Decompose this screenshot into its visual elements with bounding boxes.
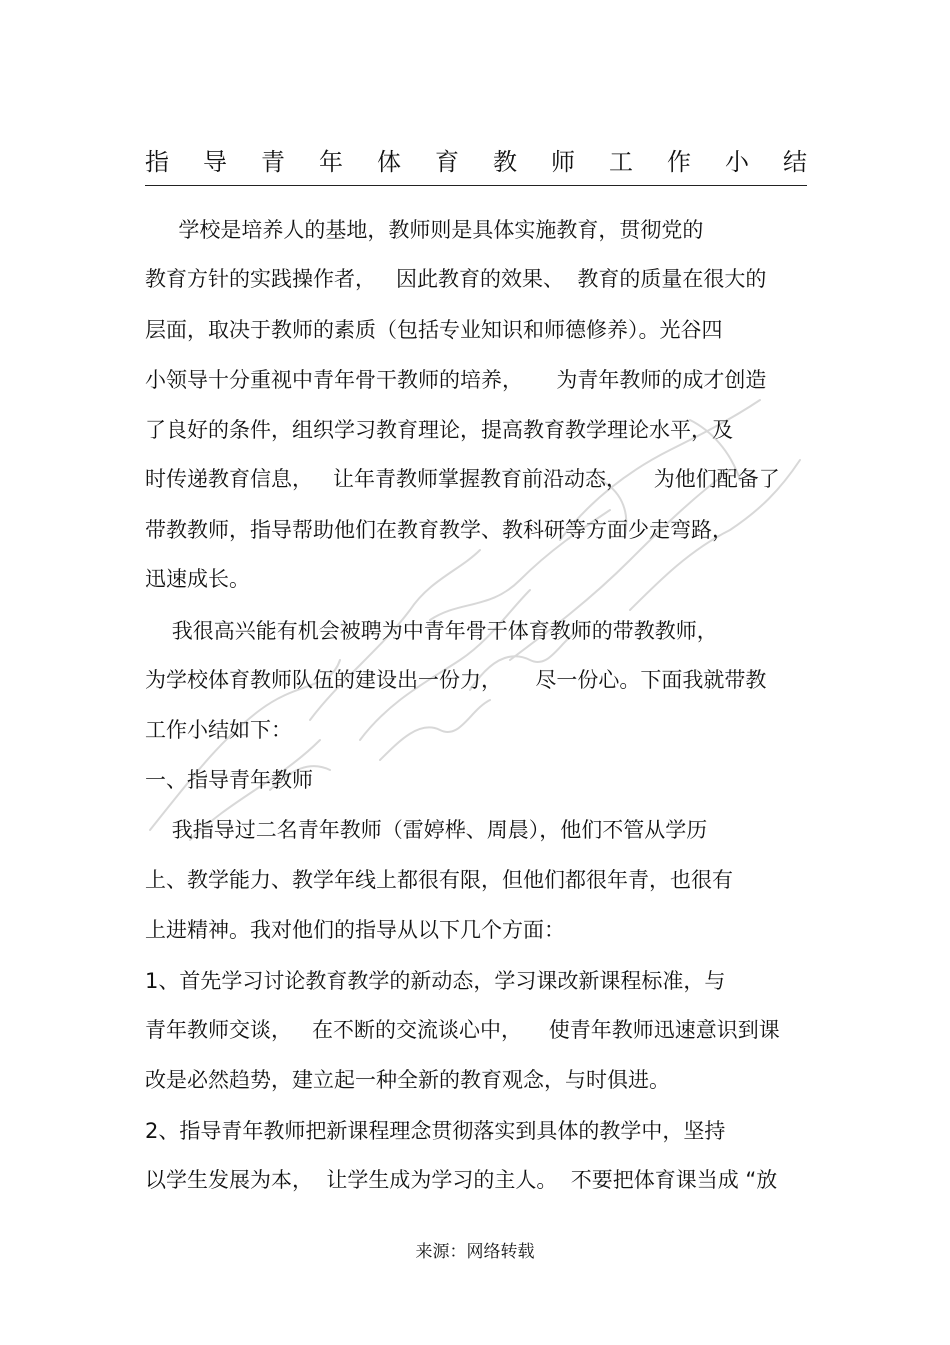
body-line: 学校是培养人的基地，教师则是具体实施教育，贯彻党的 bbox=[145, 218, 704, 242]
title-char: 作 bbox=[667, 148, 691, 176]
body-line: 上、教学能力、教学年线上都很有限，但他们都很年青，也很有 bbox=[145, 868, 733, 892]
title-char: 导 bbox=[203, 148, 227, 176]
title-char: 教 bbox=[493, 148, 517, 176]
body-line: 小领导十分重视中青年骨干教师的培养， 为青年教师的成才创造 bbox=[145, 368, 767, 392]
title-char: 青 bbox=[261, 148, 285, 176]
body-line: 我指导过二名青年教师（雷婷桦、周晨），他们不管从学历 bbox=[145, 818, 708, 842]
title-char: 体 bbox=[377, 148, 401, 176]
body-line: 改是必然趋势，建立起一种全新的教育观念，与时俱进。 bbox=[145, 1068, 670, 1092]
body-line: 了良好的条件，组织学习教育理论，提高教育教学理论水平，及 bbox=[145, 418, 733, 442]
body-line: 层面，取决于教师的素质（包括专业知识和师德修养）。光谷四 bbox=[145, 318, 723, 342]
body-line: 工作小结如下： bbox=[145, 718, 292, 742]
document-title bbox=[145, 146, 807, 178]
body-line: 时传递教育信息， 让年青教师掌握教育前沿动态， 为他们配备了 bbox=[145, 467, 780, 491]
body-line: 1、首先学习讨论教育教学的新动态，学习课改新课程标准，与 bbox=[145, 969, 726, 993]
body-line: 2、指导青年教师把新课程理念贯彻落实到具体的教学中，坚持 bbox=[145, 1119, 726, 1143]
section-heading: 一、指导青年教师 bbox=[145, 768, 313, 792]
body-line: 教育方针的实践操作者， 因此教育的效果、 教育的质量在很大的 bbox=[145, 267, 767, 291]
body-line: 我很高兴能有机会被聘为中青年骨干体育教师的带教教师， bbox=[145, 619, 718, 643]
title-char: 工 bbox=[609, 148, 633, 176]
title-char: 结 bbox=[783, 148, 807, 176]
body-line: 带教教师，指导帮助他们在教育教学、教科研等方面少走弯路， bbox=[145, 518, 733, 542]
body-line: 青年教师交谈， 在不断的交流谈心中， 使青年教师迅速意识到课 bbox=[145, 1018, 780, 1042]
body-line: 迅速成长。 bbox=[145, 567, 250, 591]
title-char: 年 bbox=[319, 148, 343, 176]
title-char: 育 bbox=[435, 148, 459, 176]
title-char: 小 bbox=[725, 148, 749, 176]
title-char: 师 bbox=[551, 148, 575, 176]
body-line: 上进精神。我对他们的指导从以下几个方面： bbox=[145, 918, 565, 942]
title-underline bbox=[145, 185, 807, 186]
body-line: 为学校体育教师队伍的建设出一份力， 尽一份心。下面我就带教 bbox=[145, 668, 767, 692]
body-line: 以学生发展为本， 让学生成为学习的主人。 不要把体育课当成 “放 bbox=[145, 1168, 778, 1192]
title-char: 指 bbox=[145, 148, 169, 176]
page-footer-source: 来源：网络转载 bbox=[415, 1242, 535, 1262]
